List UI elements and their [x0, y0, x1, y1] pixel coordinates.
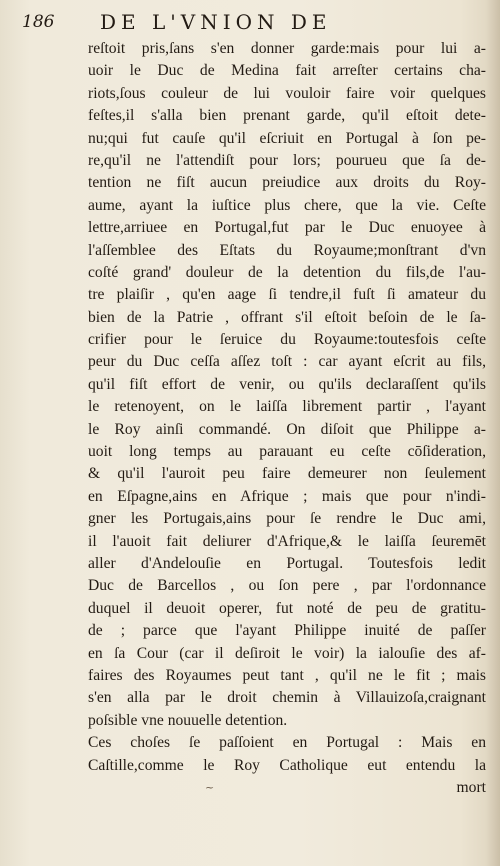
text-line: le Roy ainſi commandé. On diſoit que Philippe a- — [88, 420, 486, 438]
text-line: uoir le Duc de Medina fait arreſter certains cha- — [88, 62, 486, 80]
text-line: uoit long temps au parauant eu ceſte cōſideration, — [88, 443, 486, 461]
text-line: peur du Duc ceſſa aſſez toſt : car ayant eſcrit au fils, — [88, 353, 486, 371]
page-edge-shadow — [486, 0, 500, 866]
text-line: en Eſpagne,ains en Afrique ; mais que pour n'indi- — [88, 487, 486, 505]
text-line: duquel il deuoit operer, fut noté de peu de gratitu- — [88, 599, 486, 617]
text-line: aller d'Andelouſie en Portugal. Toutesfois ledit — [88, 554, 486, 572]
text-line: aume, ayant la iuſtice plus chere, que la vie. Ceſte — [88, 196, 486, 214]
text-line: riots,ſous couleur de lui vouloir faire voir quelques — [88, 84, 486, 102]
text-line: le retenoyent, on le laiſſa librement partir , l'ayant — [88, 398, 486, 416]
text-line: bien de la Patrie , offrant s'il eſtoit beſoin de le ſa- — [88, 308, 486, 326]
text-line: & qu'il l'auroit peu faire demeurer non ſeulement — [88, 465, 486, 483]
running-title: DE L'VNION DE — [100, 10, 332, 34]
text-line: faires des Royaumes peut tant , qu'il ne le fit ; mais — [88, 666, 486, 684]
text-line: coſté grand' douleur de la detention du fils,de l'au- — [88, 263, 486, 281]
text-line: tention ne fiſt aucun preiudice aux droits du Roy- — [88, 174, 486, 192]
page-number: 186 — [22, 12, 55, 32]
text-line: reſtoit pris,ſans s'en donner garde:mais pour lui a- — [88, 40, 486, 57]
text-line: tre plaiſir , qu'en aage ſi tendre,il fuſt ſi amateur du — [88, 286, 486, 304]
text-line: gner les Portugais,ains pour ſe rendre le Duc ami, — [88, 510, 486, 528]
text-line: Ces choſes ſe paſſoient en Portugal : Mais en — [88, 734, 486, 752]
text-line: de ; parce que l'ayant Philippe inuité de paſſer — [88, 622, 486, 640]
page-header — [22, 10, 462, 38]
text-line: feſtes,il s'alla bien prenant garde, qu'il eſtoit dete- — [88, 107, 486, 125]
text-line: Duc de Barcellos , ou ſon pere , par l'ordonnance — [88, 577, 486, 595]
text-line: il l'auoit fait deliurer d'Afrique,& le laiſſa ſeuremēt — [88, 532, 486, 550]
text-line: en ſa Cour (car il deſiroit le voir) la ialouſie des af- — [88, 644, 486, 662]
text-line: crifier pour le ſeruice du Royaume:toutesfois ceſte — [88, 331, 486, 349]
text-line: s'en alla par le droit chemin à Villauizoſa,craignant — [88, 689, 486, 707]
bottom-ink-mark: ~ — [205, 781, 215, 794]
text-line: nu;qui fut cauſe qu'il eſcriuit en Portugal à ſon pe- — [88, 129, 486, 147]
text-line: poſsible vne nouuelle detention. — [88, 711, 288, 729]
body-text — [88, 38, 486, 799]
text-line: l'aſſemblee des Eſtats du Royaume;monſtrant d'vn — [88, 241, 486, 259]
text-line: qu'il fiſt effort de venir, ou qu'ils declaraſſent qu'ils — [88, 375, 486, 393]
text-line: re,qu'il ne l'attendiſt pour lors; pourueu que ſa de- — [88, 151, 486, 169]
catchword: mort — [456, 778, 486, 796]
text-line: Caſtille,comme le Roy Catholique eut entendu la — [88, 756, 486, 774]
text-line: lettre,arriuee en Portugal,fut par le Duc enuoyee à — [88, 219, 486, 237]
